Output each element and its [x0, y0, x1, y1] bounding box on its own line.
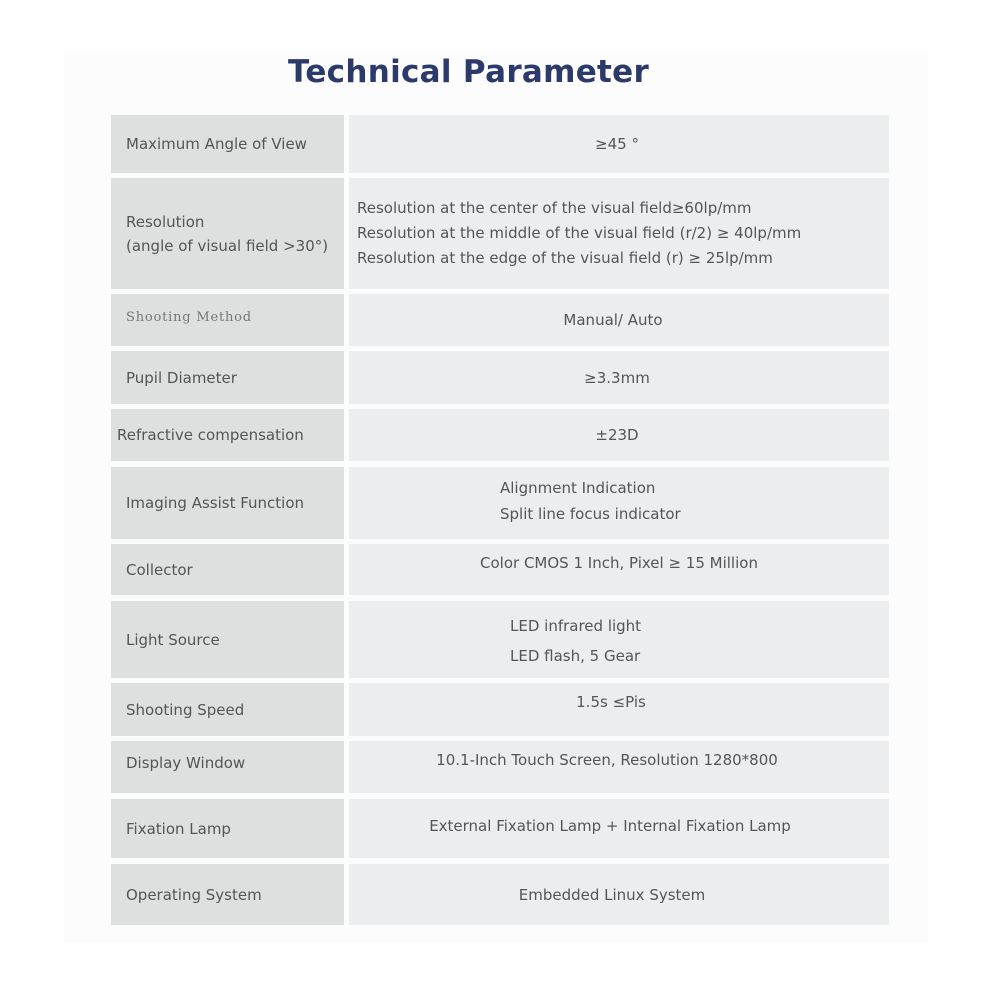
- spec-label: Collector: [111, 544, 344, 595]
- spec-label: Display Window: [111, 741, 344, 793]
- spec-value-text: 10.1-Inch Touch Screen, Resolution 1280*800: [436, 751, 778, 769]
- spec-row-display-window: [111, 741, 889, 793]
- spec-value-line: LED infrared light: [510, 617, 642, 635]
- spec-row-shooting-method: [111, 294, 889, 346]
- spec-label-line: Resolution: [126, 212, 205, 231]
- spec-label: Operating System: [111, 864, 344, 925]
- spec-value-text: ±23D: [595, 426, 639, 444]
- spec-value: [349, 409, 889, 461]
- spec-label-line: (angle of visual field >30°): [126, 236, 329, 255]
- spec-value: [349, 351, 889, 404]
- spec-value-text: 1.5s ≤Pis: [576, 693, 646, 711]
- spec-value: [349, 864, 889, 925]
- spec-value-line: Resolution at the middle of the visual field (r/2) ≥ 40lp/mm: [357, 224, 802, 242]
- spec-row-refractive-compensation: [111, 409, 889, 461]
- spec-value: [349, 115, 889, 173]
- spec-value-text: Manual/ Auto: [563, 311, 663, 329]
- spec-row-imaging-assist-function: [111, 467, 889, 539]
- spec-value-line: Alignment Indication: [500, 479, 656, 497]
- spec-value-text: Embedded Linux System: [518, 885, 706, 904]
- page-title: Technical Parameter: [288, 54, 650, 90]
- spec-row-fixation-lamp: [111, 799, 889, 858]
- spec-label: Shooting Speed: [111, 683, 344, 736]
- spec-value-line: LED flash, 5 Gear: [510, 647, 641, 665]
- spec-label: Imaging Assist Function: [111, 467, 344, 539]
- spec-row-collector: [111, 544, 889, 595]
- spec-value: [349, 178, 889, 289]
- spec-row-shooting-speed: [111, 683, 889, 736]
- spec-value-line: Resolution at the edge of the visual field (r) ≥ 25lp/mm: [357, 249, 773, 267]
- spec-row-light-source: [111, 601, 889, 678]
- spec-value: [349, 683, 889, 736]
- spec-value: [349, 601, 889, 678]
- spec-value: [349, 799, 889, 858]
- spec-label: Refractive compensation: [111, 409, 344, 461]
- spec-value-line: Split line focus indicator: [500, 505, 681, 523]
- spec-row-pupil-diameter: [111, 351, 889, 404]
- spec-label: Shooting Method: [111, 294, 344, 346]
- spec-label: Pupil Diameter: [111, 351, 344, 404]
- spec-value: [349, 544, 889, 595]
- spec-value: [349, 741, 889, 793]
- spec-value-text: ≥3.3mm: [584, 368, 650, 387]
- spec-label: Maximum Angle of View: [111, 115, 344, 173]
- spec-row-resolution: [111, 178, 889, 289]
- spec-row-max-angle-of-view: [111, 115, 889, 173]
- spec-label: Light Source: [111, 601, 344, 678]
- spec-value-text: ≥45 °: [595, 135, 639, 153]
- spec-value: [349, 294, 889, 346]
- spec-value-text: Color CMOS 1 Inch, Pixel ≥ 15 Million: [480, 554, 758, 572]
- spec-value-line: Resolution at the center of the visual field≥60lp/mm: [357, 199, 752, 217]
- spec-label: [111, 178, 344, 289]
- spec-row-operating-system: [111, 864, 889, 925]
- spec-value: [349, 467, 889, 539]
- spec-label: Fixation Lamp: [111, 799, 344, 858]
- spec-value-text: External Fixation Lamp + Internal Fixation Lamp: [429, 817, 791, 835]
